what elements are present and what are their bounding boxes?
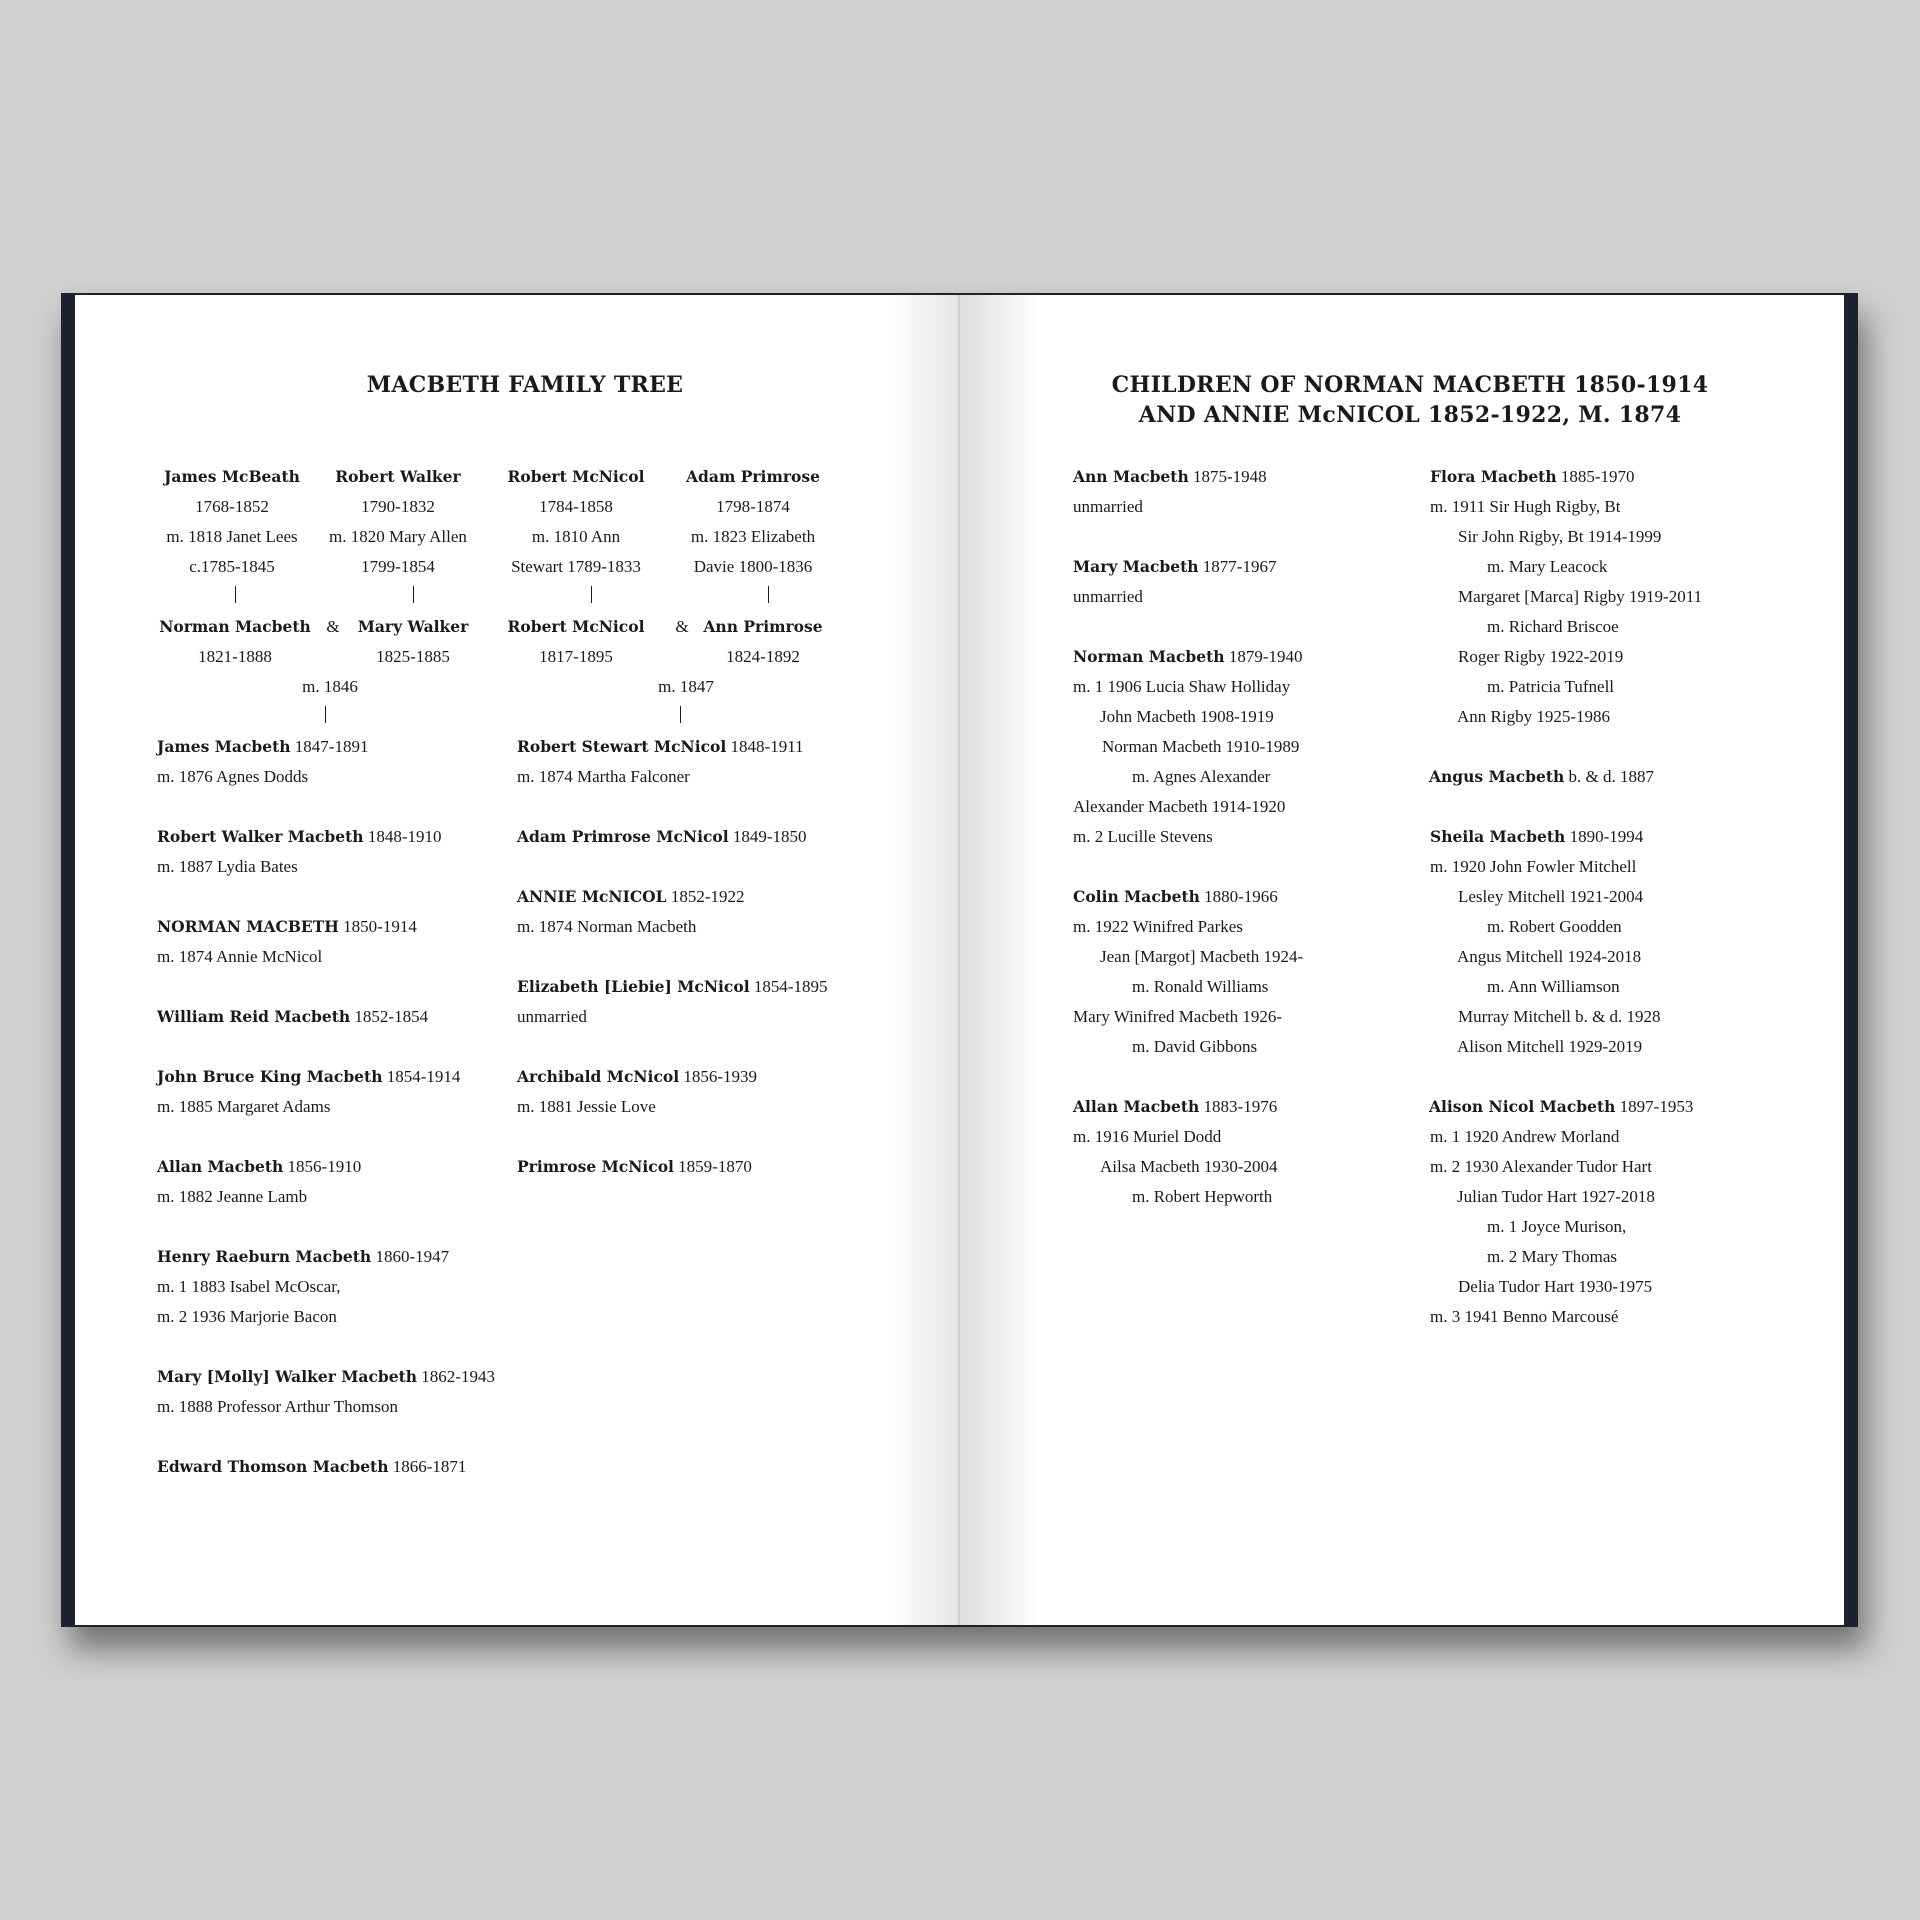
child-entry: Norman Macbeth 1879-1940 <box>1073 647 1303 666</box>
left-page <box>75 295 959 1625</box>
child-detail: m. 1 1920 Andrew Morland <box>1430 1127 1620 1146</box>
ancestor-dates: 1798-1874 <box>716 497 790 516</box>
child-entry: James Macbeth 1847-1891 <box>157 737 369 756</box>
child-entry: NORMAN MACBETH 1850-1914 <box>157 917 417 936</box>
ancestor-dates: 1784-1858 <box>539 497 613 516</box>
parent-dates: 1821-1888 <box>198 647 272 666</box>
ancestor-name: James McBeath <box>164 467 300 486</box>
parent-name: Ann Primrose <box>703 617 823 636</box>
grandchild-spouse: m. 2 Mary Thomas <box>1487 1247 1618 1266</box>
tree-connector <box>235 586 236 603</box>
child-detail: m. 1876 Agnes Dodds <box>157 767 309 786</box>
child-entry: Sheila Macbeth 1890-1994 <box>1430 827 1644 846</box>
child-detail: m. 1885 Margaret Adams <box>157 1097 331 1116</box>
grandchild-spouse: m. Robert Hepworth <box>1132 1187 1273 1206</box>
tree-connector <box>680 706 681 723</box>
child-entry: Adam Primrose McNicol 1849-1850 <box>517 827 807 846</box>
child-detail: m. 1911 Sir Hugh Rigby, Bt <box>1430 497 1621 516</box>
grandchild: Jean [Margot] Macbeth 1924- <box>1100 947 1304 966</box>
child-detail: m. 2 1930 Alexander Tudor Hart <box>1430 1157 1652 1176</box>
ancestor-dates: 1790-1832 <box>361 497 435 516</box>
parents-marriage: m. 1846 <box>302 677 358 696</box>
child-detail: m. 1 1906 Lucia Shaw Holliday <box>1073 677 1291 696</box>
grandchild-spouse: m. Patricia Tufnell <box>1487 677 1615 696</box>
child-detail: m. 2 1936 Marjorie Bacon <box>157 1307 337 1326</box>
grandchild: Alexander Macbeth 1914-1920 <box>1073 797 1286 816</box>
ancestor-spouse-dates: c.1785-1845 <box>189 557 275 576</box>
child-entry: John Bruce King Macbeth 1854-1914 <box>157 1067 461 1086</box>
grandchild: Delia Tudor Hart 1930-1975 <box>1458 1277 1653 1296</box>
grandchild-spouse: m. Ann Williamson <box>1487 977 1620 996</box>
child-entry: Robert Walker Macbeth 1848-1910 <box>157 827 442 846</box>
tree-connector <box>325 706 326 723</box>
grandchild: Ann Rigby 1925-1986 <box>1457 707 1610 726</box>
parents-marriage: m. 1847 <box>658 677 714 696</box>
ampersand: & <box>675 617 689 636</box>
tree-connector <box>768 586 769 603</box>
child-detail: m. 2 Lucille Stevens <box>1073 827 1213 846</box>
grandchild-spouse: m. Ronald Williams <box>1132 977 1269 996</box>
child-detail: m. 1922 Winifred Parkes <box>1073 917 1243 936</box>
child-detail: m. 1887 Lydia Bates <box>157 857 298 876</box>
parent-dates: 1817-1895 <box>539 647 613 666</box>
child-detail: m. 1874 Annie McNicol <box>157 947 323 966</box>
grandchild: Julian Tudor Hart 1927-2018 <box>1457 1187 1655 1206</box>
tree-connector <box>591 586 592 603</box>
grandchild-spouse: m. Agnes Alexander <box>1132 767 1271 786</box>
tree-connector <box>413 586 414 603</box>
left-page-title: MACBETH FAMILY TREE <box>366 372 684 398</box>
ancestor-marriage: m. 1810 Ann <box>531 527 621 546</box>
child-detail: unmarried <box>517 1007 587 1026</box>
grandchild: Margaret [Marca] Rigby 1919-2011 <box>1458 587 1703 606</box>
parent-name: Norman Macbeth <box>159 617 311 636</box>
grandchild: Mary Winifred Macbeth 1926- <box>1073 1007 1283 1026</box>
child-entry: Colin Macbeth 1880-1966 <box>1073 887 1278 906</box>
child-detail: unmarried <box>1073 497 1143 516</box>
ancestor-name: Robert McNicol <box>507 467 645 486</box>
child-entry: Angus Macbeth b. & d. 1887 <box>1429 767 1655 786</box>
grandchild-spouse: m. Robert Goodden <box>1487 917 1622 936</box>
grandchild: Ailsa Macbeth 1930-2004 <box>1100 1157 1278 1176</box>
ancestor-dates: 1768-1852 <box>195 497 269 516</box>
grandchild: John Macbeth 1908-1919 <box>1100 707 1274 726</box>
parent-name: Robert McNicol <box>507 617 645 636</box>
child-entry: Elizabeth [Liebie] McNicol 1854-1895 <box>517 977 828 996</box>
right-page <box>960 295 1844 1625</box>
parent-dates: 1824-1892 <box>726 647 800 666</box>
ancestor-spouse-dates: 1799-1854 <box>361 557 435 576</box>
ancestor-marriage: m. 1823 Elizabeth <box>690 527 816 546</box>
parent-name: Mary Walker <box>357 617 469 636</box>
ancestor-marriage: m. 1818 Janet Lees <box>166 527 298 546</box>
grandchild-spouse: m. 1 Joyce Murison, <box>1487 1217 1627 1236</box>
right-page-title-line1: CHILDREN OF NORMAN MACBETH 1850-1914 <box>1111 372 1709 398</box>
child-detail: m. 3 1941 Benno Marcousé <box>1430 1307 1619 1326</box>
child-entry: Archibald McNicol 1856-1939 <box>517 1067 758 1086</box>
child-entry: Edward Thomson Macbeth 1866-1871 <box>157 1457 467 1476</box>
grandchild-spouse: m. Mary Leacock <box>1487 557 1608 576</box>
ancestor-spouse-dates: Davie 1800-1836 <box>693 557 813 576</box>
child-entry: Henry Raeburn Macbeth 1860-1947 <box>157 1247 450 1266</box>
ampersand: & <box>326 617 340 636</box>
child-detail: m. 1 1883 Isabel McOscar, <box>157 1277 341 1296</box>
ancestor-spouse-dates: Stewart 1789-1833 <box>511 557 641 576</box>
grandchild: Murray Mitchell b. & d. 1928 <box>1458 1007 1661 1026</box>
ancestor-name: Adam Primrose <box>686 467 820 486</box>
grandchild: Angus Mitchell 1924-2018 <box>1457 947 1642 966</box>
child-entry: Allan Macbeth 1883-1976 <box>1073 1097 1278 1116</box>
child-detail: m. 1882 Jeanne Lamb <box>157 1187 308 1206</box>
child-entry: Allan Macbeth 1856-1910 <box>157 1157 362 1176</box>
child-entry: Mary [Molly] Walker Macbeth 1862-1943 <box>157 1367 495 1386</box>
grandchild-spouse: m. Richard Briscoe <box>1487 617 1619 636</box>
child-entry: Ann Macbeth 1875-1948 <box>1073 467 1267 486</box>
child-entry: Primrose McNicol 1859-1870 <box>517 1157 752 1176</box>
child-entry: Flora Macbeth 1885-1970 <box>1430 467 1635 486</box>
right-page-title-line2: AND ANNIE McNICOL 1852-1922, M. 1874 <box>1138 402 1682 428</box>
child-detail: m. 1920 John Fowler Mitchell <box>1430 857 1637 876</box>
child-detail: m. 1881 Jessie Love <box>517 1097 656 1116</box>
grandchild-spouse: m. David Gibbons <box>1132 1037 1258 1056</box>
child-entry: Mary Macbeth 1877-1967 <box>1073 557 1277 576</box>
grandchild: Norman Macbeth 1910-1989 <box>1102 737 1300 756</box>
child-entry: William Reid Macbeth 1852-1854 <box>157 1007 429 1026</box>
grandchild: Sir John Rigby, Bt 1914-1999 <box>1458 527 1662 546</box>
grandchild: Roger Rigby 1922-2019 <box>1458 647 1624 666</box>
child-detail: m. 1888 Professor Arthur Thomson <box>157 1397 398 1416</box>
child-entry: Robert Stewart McNicol 1848-1911 <box>517 737 804 756</box>
child-entry: Alison Nicol Macbeth 1897-1953 <box>1429 1097 1694 1116</box>
child-detail: m. 1874 Norman Macbeth <box>517 917 697 936</box>
child-entry: ANNIE McNICOL 1852-1922 <box>517 887 745 906</box>
child-detail: m. 1916 Muriel Dodd <box>1073 1127 1222 1146</box>
grandchild: Alison Mitchell 1929-2019 <box>1457 1037 1643 1056</box>
ancestor-name: Robert Walker <box>335 467 461 486</box>
grandchild: Lesley Mitchell 1921-2004 <box>1458 887 1644 906</box>
child-detail: unmarried <box>1073 587 1143 606</box>
ancestor-marriage: m. 1820 Mary Allen <box>329 527 467 546</box>
parent-dates: 1825-1885 <box>376 647 450 666</box>
child-detail: m. 1874 Martha Falconer <box>517 767 690 786</box>
